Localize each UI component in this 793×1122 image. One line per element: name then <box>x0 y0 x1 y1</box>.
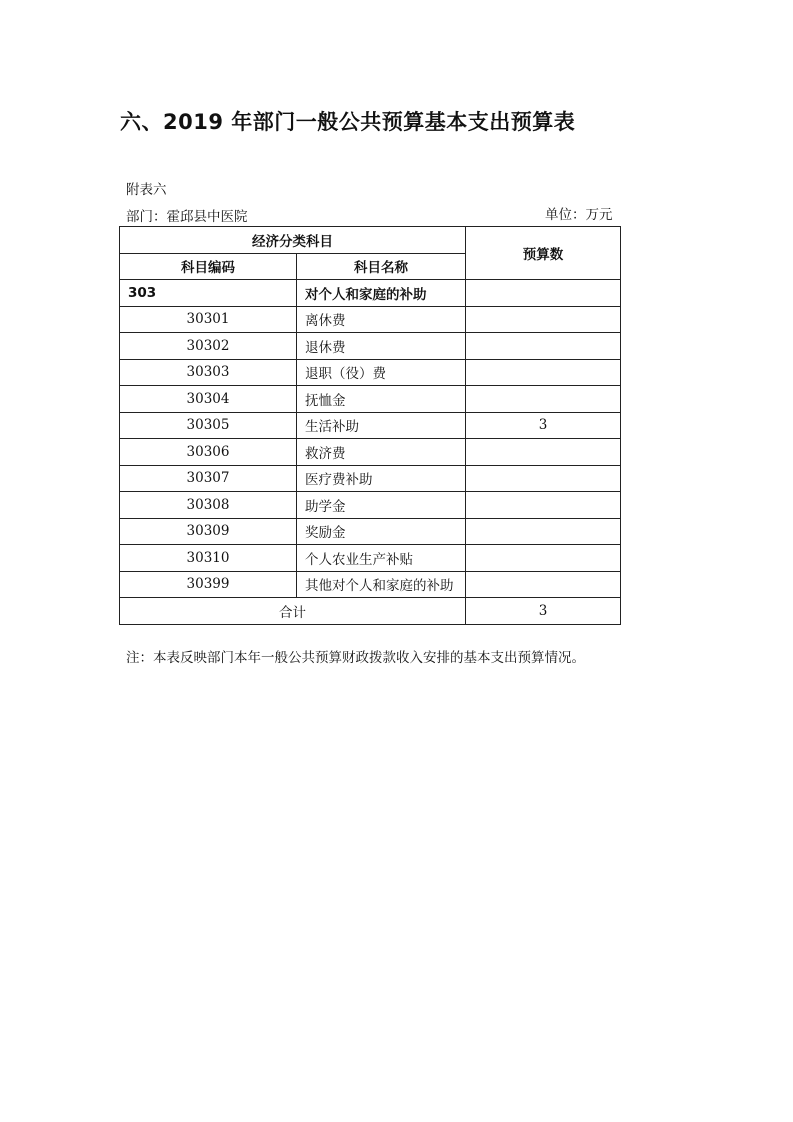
total-label: 合计 <box>120 598 466 625</box>
table-row <box>120 359 621 386</box>
header-name: 科目名称 <box>297 253 466 280</box>
category-row <box>120 280 621 307</box>
category-code: 303 <box>120 280 297 307</box>
appendix-label: 附表六 <box>126 182 167 198</box>
row-name: 生活补助 <box>297 412 466 439</box>
row-name: 离休费 <box>297 306 466 333</box>
footnote: 注：本表反映部门本年一般公共预算财政拨款收入安排的基本支出预算情况。 <box>126 650 585 666</box>
table-row <box>120 412 621 439</box>
total-value: 3 <box>466 598 621 625</box>
category-name: 对个人和家庭的补助 <box>297 280 466 307</box>
row-value <box>466 492 621 519</box>
row-code: 30308 <box>120 492 297 519</box>
table-row <box>120 386 621 413</box>
table-row <box>120 571 621 598</box>
header-row-1 <box>120 227 621 254</box>
row-name: 救济费 <box>297 439 466 466</box>
row-value: 3 <box>466 412 621 439</box>
row-value <box>466 359 621 386</box>
category-value <box>466 280 621 307</box>
row-value <box>466 545 621 572</box>
row-code: 30303 <box>120 359 297 386</box>
row-name: 医疗费补助 <box>297 465 466 492</box>
row-value <box>466 465 621 492</box>
row-code: 30301 <box>120 306 297 333</box>
row-name: 奖励金 <box>297 518 466 545</box>
table-row <box>120 333 621 360</box>
row-value <box>466 333 621 360</box>
row-code: 30309 <box>120 518 297 545</box>
row-value <box>466 306 621 333</box>
row-name: 退职（役）费 <box>297 359 466 386</box>
row-value <box>466 439 621 466</box>
unit-label: 单位：万元 <box>545 207 613 223</box>
row-name: 抚恤金 <box>297 386 466 413</box>
header-code: 科目编码 <box>120 253 297 280</box>
budget-table <box>119 226 621 625</box>
department-label: 部门：霍邱县中医院 <box>126 209 248 225</box>
row-code: 30306 <box>120 439 297 466</box>
page-title: 六、2019 年部门一般公共预算基本支出预算表 <box>120 110 576 134</box>
row-code: 30302 <box>120 333 297 360</box>
total-row <box>120 598 621 625</box>
row-code: 30305 <box>120 412 297 439</box>
row-code: 30307 <box>120 465 297 492</box>
table-row <box>120 518 621 545</box>
table-row <box>120 465 621 492</box>
row-name: 个人农业生产补贴 <box>297 545 466 572</box>
row-value <box>466 386 621 413</box>
table-row <box>120 306 621 333</box>
row-name: 助学金 <box>297 492 466 519</box>
row-value <box>466 571 621 598</box>
table-row <box>120 439 621 466</box>
table-row <box>120 492 621 519</box>
row-code: 30399 <box>120 571 297 598</box>
table-row <box>120 545 621 572</box>
row-code: 30310 <box>120 545 297 572</box>
row-name: 其他对个人和家庭的补助 <box>297 571 466 598</box>
row-code: 30304 <box>120 386 297 413</box>
row-value <box>466 518 621 545</box>
header-group: 经济分类科目 <box>120 227 466 254</box>
row-name: 退休费 <box>297 333 466 360</box>
header-budget: 预算数 <box>466 227 621 280</box>
